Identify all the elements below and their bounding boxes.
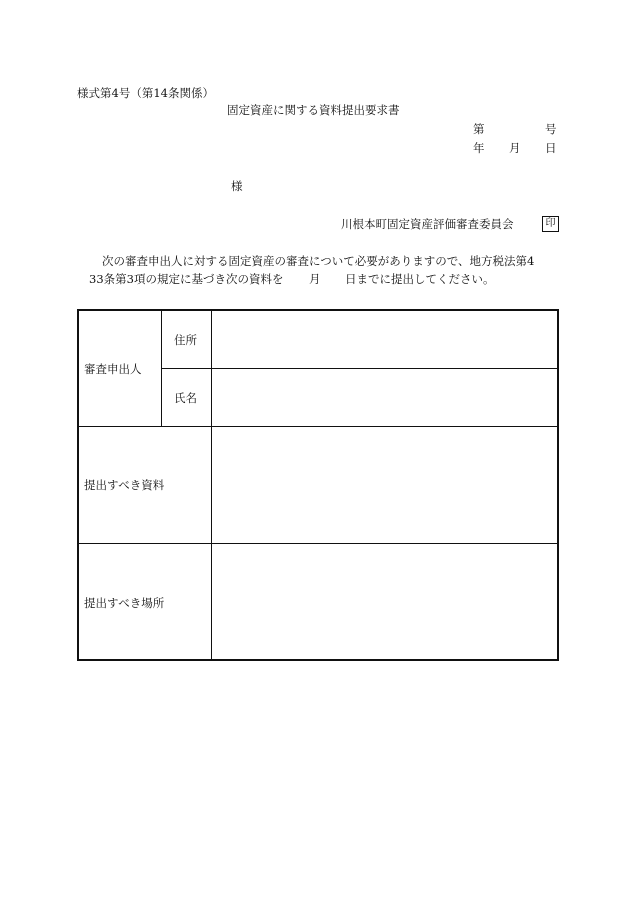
date-day: 日 [545, 141, 557, 155]
name-label: 氏名 [174, 391, 197, 405]
request-table [77, 309, 559, 661]
name-value-cell [212, 369, 557, 426]
place-value-cell [212, 544, 557, 659]
materials-value-cell [212, 427, 557, 543]
seal-mark: 印 [542, 216, 559, 232]
number-prefix: 第 [473, 122, 485, 136]
document-title: 固定資産に関する資料提出要求書 [227, 103, 400, 117]
body-line-2-month: 月 [309, 272, 321, 286]
applicant-label-divider [161, 311, 162, 426]
address-value-cell [212, 311, 557, 368]
addressee-suffix: 様 [231, 179, 243, 193]
address-label: 住所 [174, 333, 197, 347]
body-line-2-end: 日までに提出してください。 [345, 272, 495, 286]
number-suffix: 号 [545, 122, 557, 136]
body-line-2-start: 33条第3項の規定に基づき次の資料を [89, 272, 284, 286]
form-number: 様式第4号（第14条関係） [77, 86, 214, 100]
date-year: 年 [473, 141, 485, 155]
body-line-1: 次の審査申出人に対する固定資産の審査について必要がありますので、地方税法第4 [102, 254, 535, 268]
place-label: 提出すべき場所 [84, 596, 165, 610]
materials-label: 提出すべき資料 [84, 478, 165, 492]
applicant-label: 審査申出人 [84, 362, 142, 376]
sender-name: 川根本町固定資産評価審査委員会 [341, 217, 514, 231]
date-month: 月 [509, 141, 521, 155]
